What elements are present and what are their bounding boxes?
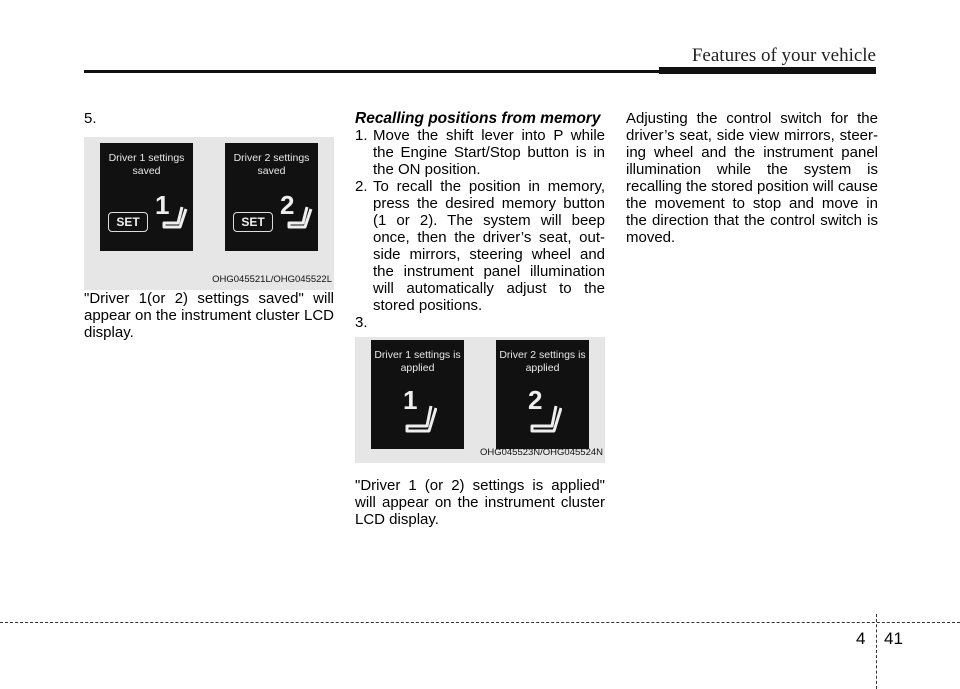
lcd-screen-driver-2-saved <box>225 143 318 251</box>
figure-settings-applied <box>355 337 605 463</box>
section-heading: Recalling positions from memory <box>355 110 601 127</box>
column-1 <box>84 110 334 341</box>
set-badge: SET <box>233 212 273 232</box>
footer-rule <box>0 622 960 623</box>
screen-message-line1: Driver 2 settings <box>233 152 310 164</box>
step-2 <box>355 178 605 314</box>
step-1 <box>355 127 605 178</box>
header-title: Features of your vehicle <box>691 45 876 66</box>
screen-message-line1: Driver 1 settings <box>108 152 185 164</box>
lcd-screen-driver-2-applied <box>496 340 589 449</box>
caption-settings-applied: "Driver 1 (or 2) settings is applied" will appear on the instrument cluster LCD display. <box>355 477 605 528</box>
step-3-label: 3. <box>355 314 368 331</box>
seat-icon <box>403 402 437 436</box>
screen-message-line2: saved <box>257 165 286 177</box>
screen-message-line1: Driver 1 settings is <box>374 349 461 361</box>
memory-number: 1 <box>155 190 170 220</box>
chapter-number: 4 <box>856 629 866 648</box>
set-badge: SET <box>108 212 148 232</box>
step-text: Move the shift lever into P while the Engine Start/Stop button is in the ON position. <box>373 127 605 178</box>
lcd-screen-driver-1-applied <box>371 340 464 449</box>
figure-code: OHG045523N/OHG045524N <box>479 447 603 458</box>
step-number: 1. <box>355 127 368 144</box>
screen-message-line1: Driver 2 settings is <box>499 349 586 361</box>
screen-message-line2: saved <box>132 165 161 177</box>
figure-code: OHG045521L/OHG045522L <box>212 274 332 285</box>
seat-icon <box>160 205 190 231</box>
screen-message-line2: applied <box>525 362 560 374</box>
step-number: 2. <box>355 178 368 195</box>
memory-number: 2 <box>528 385 543 415</box>
seat-icon <box>528 402 562 436</box>
lcd-screen-driver-1-saved <box>100 143 193 251</box>
page-number: 41 <box>884 629 903 648</box>
steps-list <box>355 127 605 314</box>
step-5-label: 5. <box>84 110 97 127</box>
memory-number: 1 <box>403 385 418 415</box>
memory-number: 2 <box>280 190 295 220</box>
header-rule-accent <box>659 67 876 74</box>
caption-settings-saved: "Driver 1(or 2) settings saved" will appear on the instrument cluster LCD display. <box>84 290 334 341</box>
column-2 <box>355 110 605 528</box>
footer-divider <box>876 614 877 689</box>
figure-settings-saved <box>84 137 334 290</box>
screen-message-line2: applied <box>400 362 435 374</box>
column-3 <box>626 110 878 246</box>
step-text: To recall the position in memory, press the desired memory button (1 or 2). The system will beep once, then the driver’s seat, out-side mirrors, steering wheel and the instrument panel illumination will automatically adjust to the stored positions. <box>373 178 605 314</box>
header-rule <box>84 70 659 73</box>
seat-icon <box>285 205 315 231</box>
note-paragraph: Adjusting the control switch for the driver’s seat, side view mirrors, steer-ing wheel and the instrument panel illumination while the system is recalling the stored position will cause the movement to stop and move in the direction that the control switch is moved. <box>626 110 878 246</box>
